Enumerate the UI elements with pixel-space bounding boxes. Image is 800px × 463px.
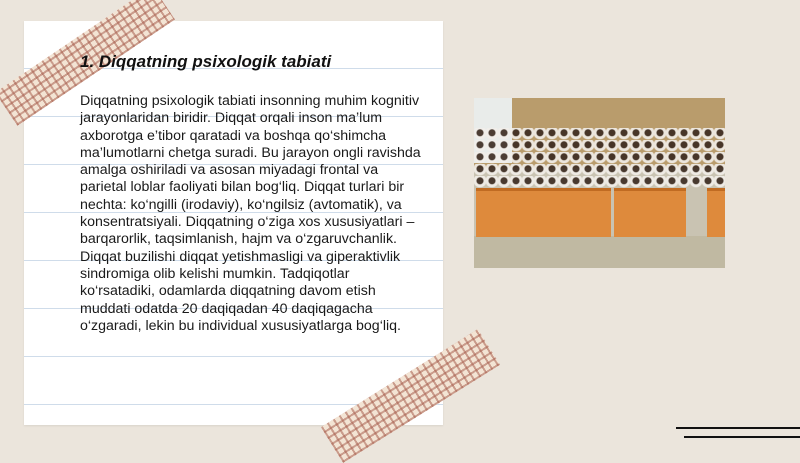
photo-desk <box>707 188 725 237</box>
photo-desk <box>491 188 611 237</box>
slide-body-text: Diqqatning psixologik tabiati insonning muhim kognitiv jarayonlaridan biridir. Diqqat orqali inson ma’lum axborotga e’tibor qaratadi va boshqa qo‘shimcha ma’lumotlarni chetga suradi. Bu jarayon ongli ravishda amalga oshiriladi va asosan miyadagi frontal va parietal loblar faoliyati bilan bog‘liq. Diqqat turlari bir nechta: ko‘ngilli (irodaviy), ko‘ngilsiz (avtomatik), va konsentratsiyali. Diqqatning o‘ziga xos xususiyatlari – barqarorlik, taqsimlanish, hajm va o‘zgaruvchanlik. Diqqat buzilishi diqqat yetishmasligi va giperaktivlik sindromiga olib kelishi mumkin. Tadqiqotlar ko‘rsatadiki, odamlarda diqqatning davom etish muddati odatda 20 daqiqadan 40 daqiqagacha o‘zgaradi, lekin bu individual xususiyatlarga bog‘liq. <box>80 93 421 334</box>
photo-audience <box>474 128 725 188</box>
decorative-line <box>676 427 800 429</box>
slide-title: 1. Diqqatning psixologik tabiati <box>80 52 332 71</box>
classroom-photo <box>474 98 725 268</box>
photo-floor <box>474 236 725 268</box>
photo-desk <box>614 188 686 237</box>
decorative-line <box>684 436 800 438</box>
